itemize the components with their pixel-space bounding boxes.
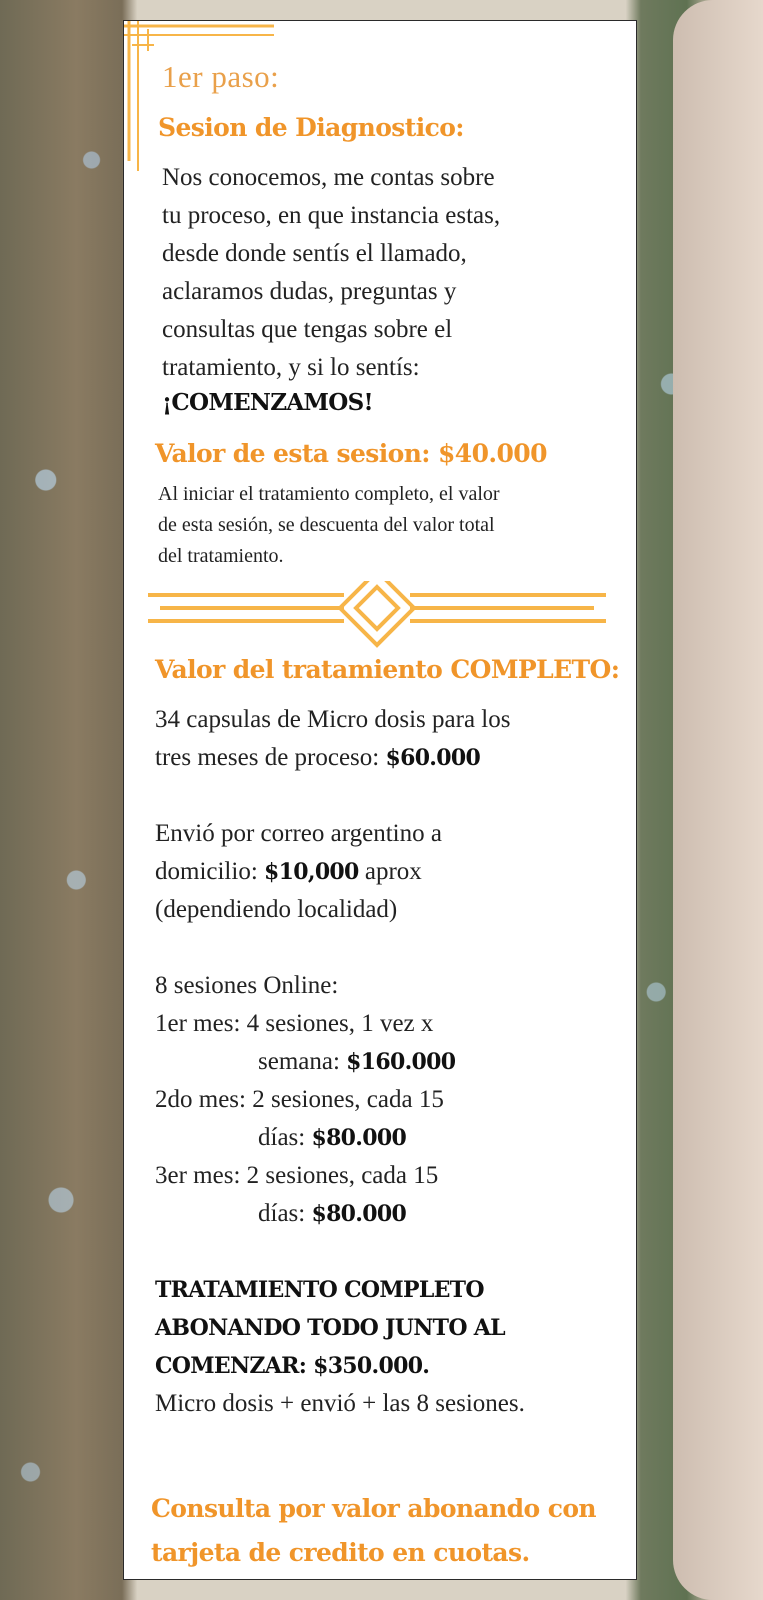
session-cta: ¡COMENZAMOS! <box>162 389 373 416</box>
shipping-line2: domicilio: $10,000 aprox <box>155 858 422 885</box>
full-treatment-line3: COMENZAR: $350.000. <box>155 1353 430 1379</box>
full-treatment-includes: Micro dosis + envió + las 8 sesiones. <box>155 1390 525 1417</box>
capsules-price: $60.000 <box>385 745 481 771</box>
divider-ornament <box>148 581 606 659</box>
month3-line1: 3er mes: 2 sesiones, cada 15 <box>155 1162 439 1189</box>
step-label: 1er paso: <box>162 59 280 94</box>
shipping-price: $10,000 <box>264 859 359 885</box>
month2-line1: 2do mes: 2 sesiones, cada 15 <box>155 1086 444 1113</box>
month2-line2: días: $80.000 <box>258 1124 407 1151</box>
month1-line1: 1er mes: 4 sesiones, 1 vez x <box>155 1010 434 1037</box>
session-description: Nos conocemos, me contas sobre tu proceso, en que instancia estas, desde donde sentís el llamado, aclaramos dudas, preguntas y consultas que tengas sobre el tratamiento, y si lo sentís: <box>162 164 501 381</box>
credit-line2: tarjeta de credito en cuotas. <box>151 1538 530 1567</box>
pricing-card <box>123 20 637 1580</box>
shipping-note: (dependiendo localidad) <box>155 896 398 923</box>
capsules-line: 34 capsulas de Micro dosis para los tres meses de proceso: $60.000 <box>155 706 511 771</box>
month2-price: $80.000 <box>311 1125 407 1151</box>
credit-line1: Consulta por valor abonando con <box>151 1494 596 1523</box>
background-wave <box>673 0 763 1600</box>
session-note: Al iniciar el tratamiento completo, el valor de esta sesión, se descuenta del valor total del tratamiento. <box>158 483 500 567</box>
full-treatment-line2: ABONANDO TODO JUNTO AL <box>155 1315 505 1341</box>
treatment-title: Valor del tratamiento COMPLETO: <box>155 655 620 684</box>
month1-price: $160.000 <box>346 1049 456 1075</box>
month3-line2: días: $80.000 <box>258 1200 407 1227</box>
session-title: Sesion de Diagnostico: <box>158 113 464 142</box>
month1-line2: semana: $160.000 <box>258 1048 456 1075</box>
session-price-title: Valor de esta sesion: $40.000 <box>155 439 547 468</box>
treatment-details <box>155 701 625 1423</box>
sessions-title: 8 sesiones Online: <box>155 972 339 999</box>
month3-price: $80.000 <box>311 1201 407 1227</box>
shipping-line1: Envió por correo argentino a <box>155 820 442 847</box>
full-treatment-line1: TRATAMIENTO COMPLETO <box>155 1277 484 1303</box>
